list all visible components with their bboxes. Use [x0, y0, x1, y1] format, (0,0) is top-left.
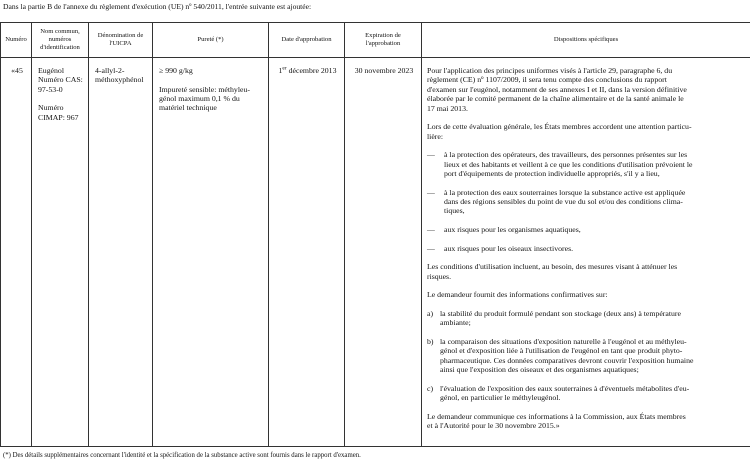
footnote: (*) Des détails supplémentaires concernant l'identité et la spécification de la substance active sont fournis dans le rapport d'examen. [3, 452, 361, 459]
paragraph-communication: Le demandeur communique ces informations à la Commission, aux États membres et à l'Autorité pour le 30 novembre 2015.» [427, 411, 686, 431]
header-numero: Numéro [1, 23, 32, 58]
cell-uicpa: 4-allyl-2- méthoxyphénol [89, 58, 153, 447]
table-header-row [1, 23, 750, 58]
header-nom-commun: Nom commun, numéros d'identification [32, 23, 89, 58]
list-item: — à la protection des opérateurs, des travailleurs, des personnes présentes sur les lieux et des habitants et veillent à ce que les conditions d'utilisation prévoient le port d'équipements de protection individuelle appropriés, s'il y a lieu, [427, 150, 693, 179]
header-uicpa: Dénomination de l'UICPA [89, 23, 153, 58]
header-dispositions: Dispositions spécifiques [422, 23, 750, 58]
cell-purete: ≥ 990 g/kg Impureté sensible: méthyleu- génol maximum 0,1 % du matériel technique [153, 58, 269, 447]
paragraph-principes: Pour l'application des principes uniformes visés à l'article 29, paragraphe 6, du règlement (CE) nº 1107/2009, il sera tenu compte des conclusions du rapport d'examen sur l'eugénol, notamment de ses annexes I et II, dans la version définitive élaborée par le comité permanent de la chaîne alimentaire et de la santé animale le 17 mai 2013. [427, 66, 687, 113]
header-date-approbation: Date d'approbation [269, 23, 345, 58]
cell-expiration: 30 novembre 2023 [345, 58, 422, 447]
list-item: — aux risques pour les oiseaux insectivores. [427, 243, 574, 253]
paragraph-evaluation: Lors de cette évaluation générale, les États membres accordent une attention particu- lière: [427, 122, 692, 141]
list-item: — à la protection des eaux souterraines lorsque la substance active est appliquée dans des régions sensibles du point de vue du sol et/ou des conditions clima- tiques, [427, 187, 686, 216]
list-item: — aux risques pour les organismes aquatiques, [427, 225, 581, 235]
list-item: c) l'évaluation de l'exposition des eaux souterraines à d'éventuels métabolites d'eu- génol, en particulier le méthyleugénol. [427, 383, 690, 403]
table-row [1, 58, 750, 447]
header-purete: Pureté (*) [153, 23, 269, 58]
intro-text: Dans la partie B de l'annexe du règlement d'exécution (UE) nº 540/2011, l'entrée suivante est ajoutée: [3, 2, 312, 11]
cell-date-approbation: 1er décembre 2013 [269, 58, 345, 447]
cell-numero: «45 [1, 58, 32, 447]
header-expiration: Expiration de l'approbation [345, 23, 422, 58]
paragraph-demandeur: Le demandeur fournit des informations confirmatives sur: [427, 290, 608, 300]
cell-nom-commun: Eugénol Numéro CAS: 97-53-0 Numéro CIMAP: 967 [32, 58, 89, 447]
regulation-table [0, 22, 750, 447]
list-item: b) la comparaison des situations d'exposition naturelle à l'eugénol et au méthyleu- génol et d'exposition liée à l'utilisation de l'eugénol en tant que produit phyto- pharmaceutique. Ces données comparatives devront couvrir l'exposition humaine ainsi que l'exposition des oiseaux et des organismes aquatiques; [427, 336, 694, 375]
list-item: a) la stabilité du produit formulé pendant son stockage (deux ans) à température ambiante; [427, 308, 681, 328]
paragraph-conditions: Les conditions d'utilisation incluent, au besoin, des mesures visant à atténuer les risques. [427, 262, 678, 281]
cell-dispositions [422, 58, 750, 447]
